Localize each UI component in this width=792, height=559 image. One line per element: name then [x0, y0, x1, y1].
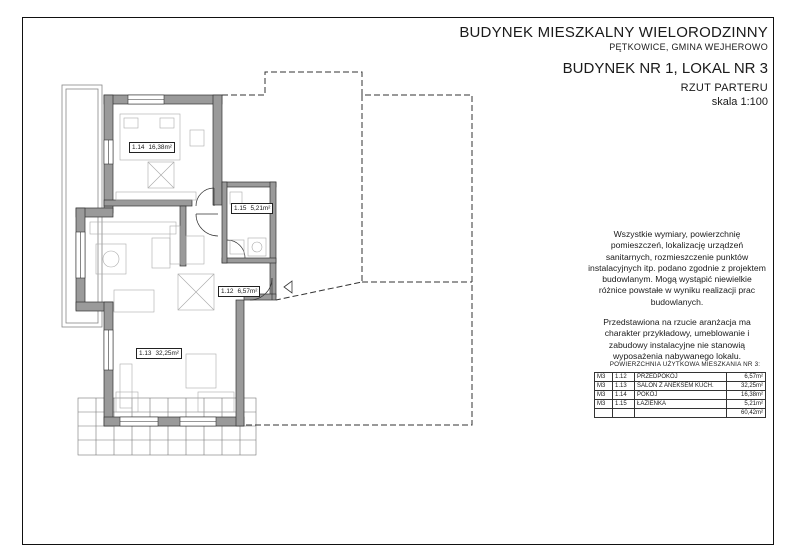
table-row: M3 1.12 PRZEDPOKÓJ 6,57m² — [595, 373, 766, 382]
notes-paragraph-1: Wszystkie wymiary, powierzchnię pomieszczeń, lokalizację urządzeń sanitarnych, rozmieszczenie punktów instalacyjnych itp. podano zgodnie z projektem budowlanym. Mogą wystąpić niewielkie różnice powstałe w wyniku realizacji prac budowlanych. — [588, 229, 766, 307]
table-row: M3 1.13 SALON Z ANEKSEM KUCH. 32,25m² — [595, 382, 766, 391]
adjacent-units-dashed — [222, 72, 472, 425]
building-title: BUDYNEK MIESZKALNY WIELORODZINNY — [459, 24, 768, 41]
table-total-row — [595, 409, 766, 418]
room-label-1-15: 1.15 5,21m² — [231, 203, 273, 214]
area-table-caption: POWIERZCHNIA UŻYTKOWA MIESZKANIA NR 3: — [609, 361, 761, 368]
view-name: RZUT PARTERU — [680, 82, 768, 94]
entrance-arrow-icon — [284, 281, 292, 293]
disclaimer-notes — [588, 229, 766, 371]
room-label-1-12: 1.12 6,57m² — [218, 286, 260, 297]
room-label-1-14: 1.14 16,38m² — [129, 142, 175, 153]
unit-title: BUDYNEK NR 1, LOKAL NR 3 — [562, 60, 768, 77]
total-area: 60,42m² — [727, 409, 766, 418]
room-label-1-13: 1.13 32,25m² — [136, 348, 182, 359]
area-table — [594, 372, 766, 418]
scale-label: skala 1:100 — [711, 96, 768, 108]
building-location: PĘTKOWICE, GMINA WEJHEROWO — [609, 42, 768, 52]
table-row: M3 1.15 ŁAZIENKA 5,21m² — [595, 400, 766, 409]
table-row: M3 1.14 POKÓJ 16,38m² — [595, 391, 766, 400]
notes-paragraph-2: Przedstawiona na rzucie aranżacja ma charakter przykładowy, umeblowanie i zabudowy instalacyjne nie stanowią wyposażenia nabywanego lokalu. — [603, 317, 751, 361]
